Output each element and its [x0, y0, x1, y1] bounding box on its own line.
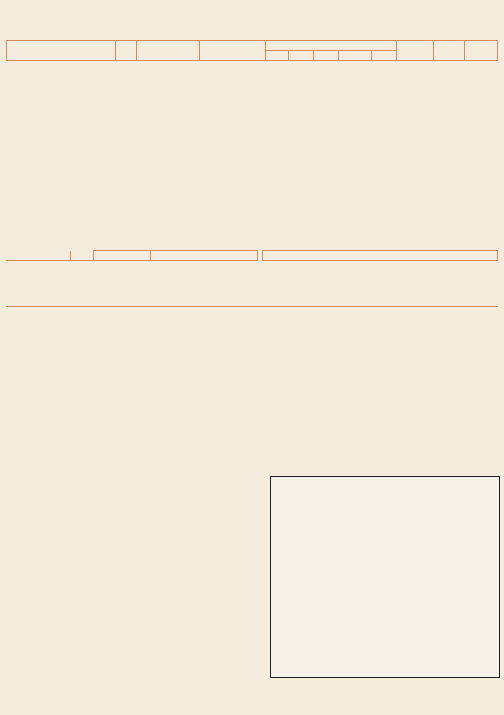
col-wetter	[137, 41, 200, 61]
col-tiefst-nacht	[339, 51, 372, 61]
col-temp-group	[266, 41, 397, 51]
pressure-table	[6, 250, 258, 261]
atmosphere-graph	[28, 476, 264, 708]
col-tiefst-boden	[372, 51, 397, 61]
col-schnee	[465, 41, 498, 61]
pressure-col-mm	[94, 251, 151, 261]
col-sun	[397, 41, 434, 61]
station-table	[6, 40, 498, 61]
precip-map	[270, 476, 500, 678]
col-wind	[200, 41, 266, 61]
soil-table	[262, 250, 498, 261]
sunrise-line	[6, 297, 498, 306]
col-hoehe	[116, 41, 137, 61]
col-mittel	[314, 51, 339, 61]
col-niederschlag	[434, 41, 465, 61]
moonrise-line	[6, 309, 498, 318]
col-hoechste	[289, 51, 314, 61]
soil-title	[263, 251, 498, 261]
pressure-col-mb	[151, 251, 258, 261]
col-t7	[266, 51, 289, 61]
col-station	[7, 41, 116, 61]
